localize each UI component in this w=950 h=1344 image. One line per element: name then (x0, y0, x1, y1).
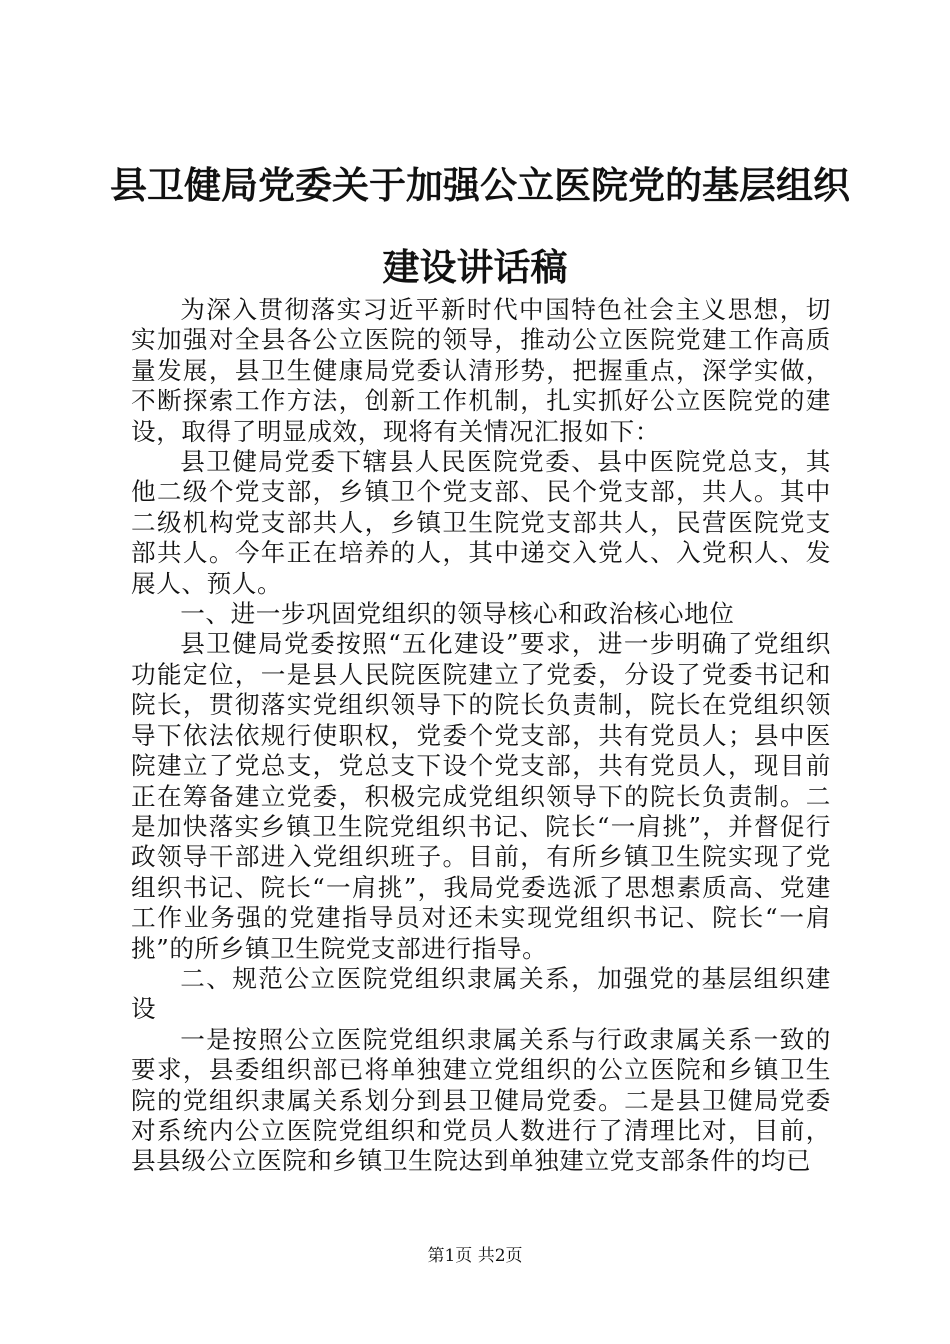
section-heading-2: 二、规范公立医院党组织隶属关系，加强党的基层组织建设 (131, 963, 831, 1024)
section-heading-1: 一、进一步巩固党组织的领导核心和政治核心地位 (180, 599, 735, 629)
document-title-line-1: 县卫健局党委关于加强公立医院党的基层组织 (110, 163, 850, 207)
page-number-footer: 第1页 共2页 (427, 1246, 523, 1266)
paragraph-section-1: 县卫健局党委按照“五化建设”要求，进一步明确了党组织功能定位，一是县人民院医院建立了党委，分设了党委书记和院长，贯彻落实党组织领导下的院长负责制，院长在党组织领导下依法依规行使职权，党委个党支部，共有党员人；县中医院建立了党总支，党总支下设个党支部，共有党员人，现目前正在筹备建立党委，积极完成党组织领导下的院长负责制。二是加快落实乡镇卫生院党组织书记、院长“一肩挑”，并督促行政领导干部进入党组织班子。目前，有所乡镇卫生院实现了党组织书记、院长“一肩挑”，我局党委选派了思想素质高、党建工作业务强的党建指导员对还未实现党组织书记、院长“一肩挑”的所乡镇卫生院党支部进行指导。 (131, 629, 831, 963)
paragraph-section-2: 一是按照公立医院党组织隶属关系与行政隶属关系一致的要求，县委组织部已将单独建立党组织的公立医院和乡镇卫生院的党组织隶属关系划分到县卫健局党委。二是县卫健局党委对系统内公立医院党组织和党员人数进行了清理比对，目前，县县级公立医院和乡镇卫生院达到单独建立党支部条件的均已 (131, 1024, 831, 1176)
paragraph-intro: 为深入贯彻落实习近平新时代中国特色社会主义思想，切实加强对全县各公立医院的领导，推动公立医院党建工作高质量发展，县卫生健康局党委认清形势，把握重点，深学实做，不断探索工作方法，创新工作机制，扎实抓好公立医院党的建设，取得了明显成效，现将有关情况汇报如下： (131, 295, 831, 446)
paragraph-overview: 县卫健局党委下辖县人民医院党委、县中医院党总支，其他二级个党支部，乡镇卫个党支部、民个党支部，共人。其中二级机构党支部共人，乡镇卫生院党支部共人，民营医院党支部共人。今年正在培养的人，其中递交入党人、入党积人、发展人、预人。 (131, 447, 831, 598)
document-title-line-2: 建设讲话稿 (382, 245, 568, 289)
document-body (131, 295, 831, 1177)
